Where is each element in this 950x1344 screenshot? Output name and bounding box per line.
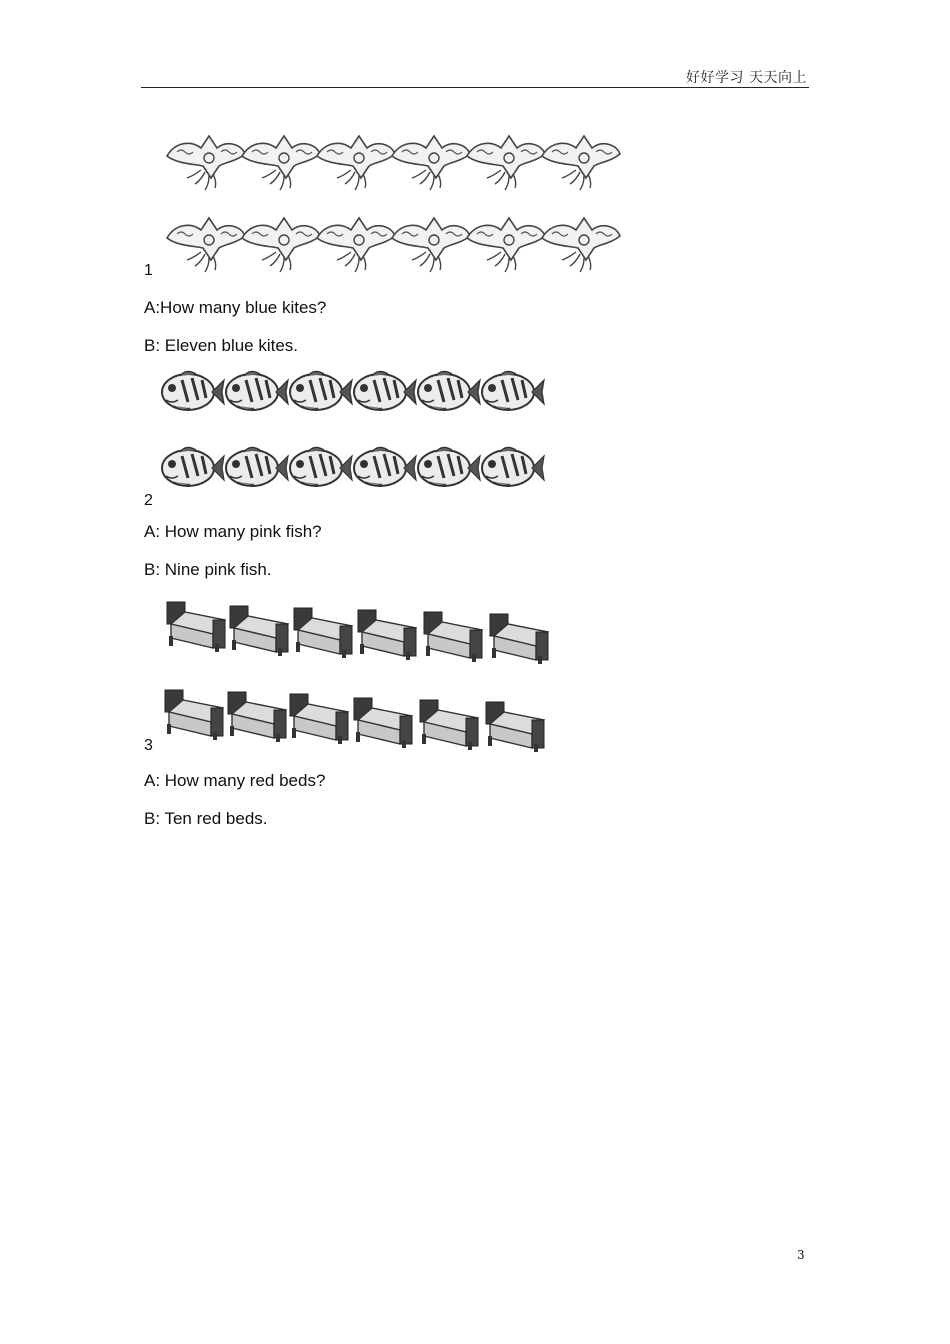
question-number: 1 bbox=[144, 262, 153, 279]
question-number: 3 bbox=[144, 737, 153, 754]
fish-row-top bbox=[162, 371, 544, 410]
beds-picture bbox=[160, 596, 555, 754]
kite-row-bottom bbox=[167, 218, 620, 272]
header-rule bbox=[141, 87, 809, 88]
fish-picture bbox=[160, 364, 560, 496]
question-text: A: How many red beds? bbox=[144, 771, 326, 790]
page-number: 3 bbox=[797, 1248, 805, 1262]
page-header-text: 好好学习 天天向上 bbox=[686, 70, 807, 86]
question-text: A:How many blue kites? bbox=[144, 298, 327, 317]
bed-row-bottom bbox=[165, 690, 544, 752]
kite-row-top bbox=[167, 136, 620, 190]
fish-row-bottom bbox=[162, 447, 544, 486]
question-number: 2 bbox=[144, 492, 153, 509]
question-text: A: How many pink fish? bbox=[144, 522, 322, 541]
answer-text: B: Eleven blue kites. bbox=[144, 336, 299, 355]
answer-text: B: Nine pink fish. bbox=[144, 560, 272, 579]
kites-picture bbox=[160, 118, 630, 280]
bed-row-top bbox=[167, 602, 548, 664]
answer-text: B: Ten red beds. bbox=[144, 809, 268, 828]
